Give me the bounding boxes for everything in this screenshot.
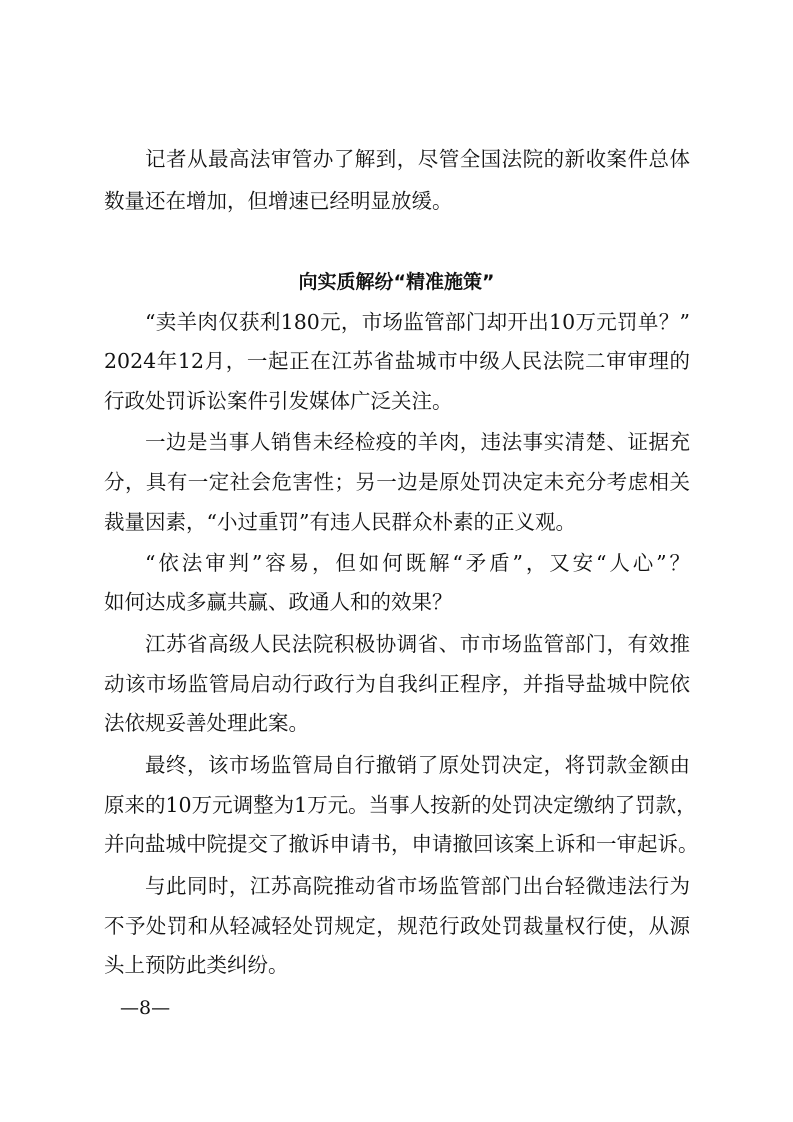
paragraph-line: 动该市场监管局启动行政行为自我纠正程序，并指导盐城中院依 xyxy=(104,672,690,696)
paragraph-line: 一边是当事人销售未经检疫的羊肉，违法事实清楚、证据充 xyxy=(145,430,690,454)
paragraph-line: 分，具有一定社会危害性；另一边是原处罚决定未充分考虑相关 xyxy=(104,470,690,494)
paragraph-line: 如何达成多赢共赢、政通人和的效果？ xyxy=(104,590,453,614)
paragraph-line: “卖羊肉仅获利180元，市场监管部门却开出10万元罚单？” xyxy=(145,310,690,334)
paragraph-line: 裁量因素，“小过重罚”有违人民群众朴素的正义观。 xyxy=(104,510,576,534)
paragraph-line: “依法审判”容易，但如何既解“矛盾”，又安“人心”？ xyxy=(145,551,690,575)
paragraph-line: 数量还在增加，但增速已经明显放缓。 xyxy=(104,189,453,213)
paragraph-line: 不予处罚和从轻减轻处罚规定，规范行政处罚裁量权行使，从源 xyxy=(104,914,690,938)
paragraph-line: 与此同时，江苏高院推动省市场监管部门出台轻微违法行为 xyxy=(145,874,690,898)
paragraph-line: 原来的10万元调整为1万元。当事人按新的处罚决定缴纳了罚款， xyxy=(104,793,697,817)
paragraph-line: 行政处罚诉讼案件引发媒体广泛关注。 xyxy=(104,389,453,413)
paragraph-line: 法依规妥善处理此案。 xyxy=(104,711,309,735)
paragraph-line: 江苏省高级人民法院积极协调省、市市场监管部门，有效推 xyxy=(145,632,690,656)
paragraph-line: 2024年12月，一起正在江苏省盐城市中级人民法院二审审理的 xyxy=(104,349,690,373)
paragraph-line: 头上预防此类纠纷。 xyxy=(104,953,289,977)
page-number: —8— xyxy=(120,997,171,1019)
section-heading: 向实质解纷“精准施策” xyxy=(298,271,495,293)
paragraph-line: 并向盐城中院提交了撤诉申请书，申请撤回该案上诉和一审起诉。 xyxy=(104,832,699,856)
paragraph-line: 记者从最高法审管办了解到，尽管全国法院的新收案件总体 xyxy=(145,147,690,171)
paragraph-line: 最终，该市场监管局自行撤销了原处罚决定，将罚款金额由 xyxy=(145,753,690,777)
